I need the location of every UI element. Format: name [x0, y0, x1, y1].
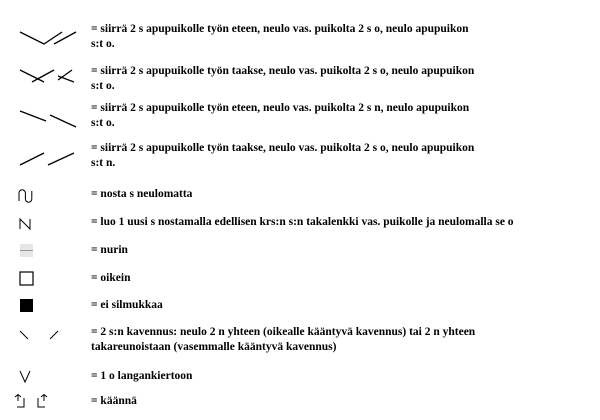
legend-text: = nosta s neulomatta [91, 188, 193, 200]
yarn-over-icon [14, 369, 82, 395]
legend-text: = 1 o langankiertoon [91, 370, 193, 382]
cross-2-back-icon [14, 64, 82, 90]
turn-arrows-icon [14, 394, 82, 420]
legend-text: = luo 1 uusi s nostamalla edellisen krs:n s:n takalenkki vas. puikolle ja neulomalla se o [91, 216, 514, 228]
knit-empty-square-icon [14, 271, 82, 297]
cross-2-front-purl-icon [14, 101, 82, 127]
slip-stitch-icon [14, 187, 82, 213]
decrease-slashes-icon [14, 325, 82, 351]
purl-grey-square-icon [14, 243, 82, 269]
cross-2-back-purl-icon [14, 141, 82, 167]
cross-2-front-icon [14, 22, 82, 48]
legend-text: = käännä [91, 395, 137, 407]
legend-text: = siirrä 2 s apupuikolle työn taakse, neulo vas. puikolta 2 s o, neulo apupuikon s:t o. [91, 65, 475, 92]
legend-text: = ei silmukkaa [91, 299, 163, 311]
legend-text: = siirrä 2 s apupuikolle työn taakse, neulo vas. puikolta 2 s o, neulo apupuikon s:t n. [91, 142, 475, 169]
legend-text: = nurin [91, 244, 128, 256]
legend-text: = siirrä 2 s apupuikolle työn eteen, neulo vas. puikolta 2 s n, neulo apupuikon s:t o. [91, 102, 470, 129]
no-stitch-black-square-icon [14, 298, 82, 324]
legend-text: = oikein [91, 272, 131, 284]
make-one-icon [14, 215, 82, 241]
legend-text: = 2 s:n kavennus: neulo 2 n yhteen (oikealle kääntyvä kavennus) tai 2 n yhteen takareunoistaan (vasemmalle kääntyvä kavennus) [91, 326, 476, 353]
legend-text: = siirrä 2 s apupuikolle työn eteen, neulo vas. puikolta 2 s o, neulo apupuikon s:t o. [91, 23, 469, 50]
